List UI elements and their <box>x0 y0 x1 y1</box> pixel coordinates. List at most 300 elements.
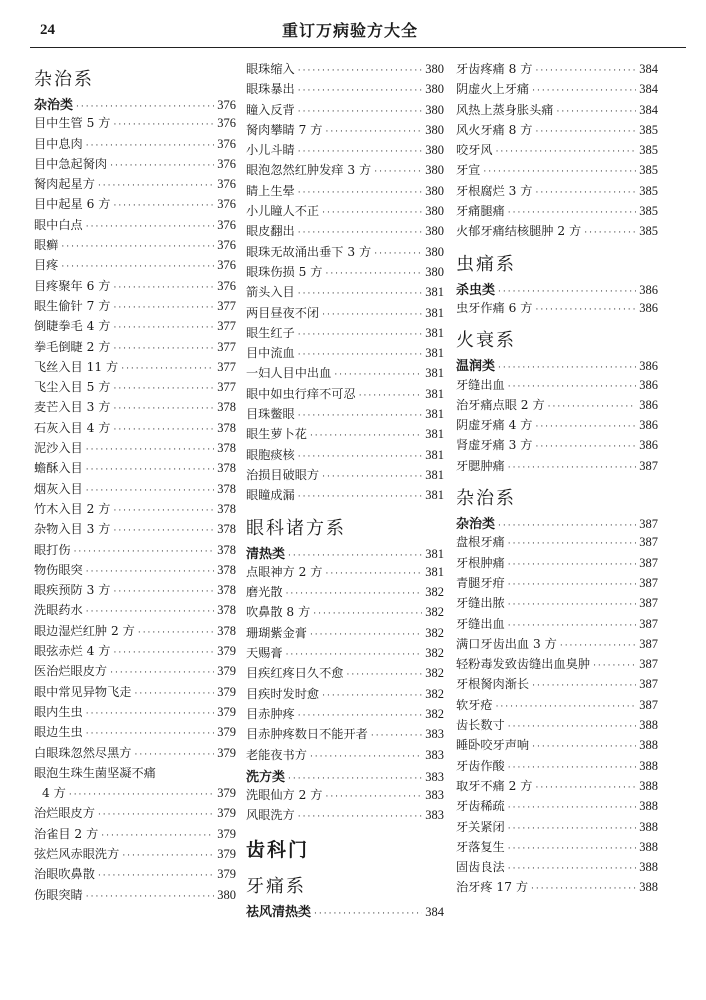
dot-leader <box>76 102 214 112</box>
dot-leader <box>314 909 422 919</box>
entry-title: 治牙疼 17 方 <box>456 880 529 895</box>
page-ref: 380 <box>425 224 444 239</box>
page-ref: 380 <box>425 82 444 97</box>
entry-title: 石灰入目 4 方 <box>34 420 111 435</box>
toc-entry <box>456 716 658 736</box>
dot-leader <box>535 442 636 452</box>
entry-title: 麦芒入目 3 方 <box>34 400 111 415</box>
dot-leader <box>347 670 423 680</box>
dot-leader <box>298 492 423 502</box>
entry-title: 咬牙风 <box>456 143 493 158</box>
section-heading: 眼科诸方系 <box>246 517 346 539</box>
entry-title: 4 方 <box>42 786 66 801</box>
entry-title: 眼皮翻出 <box>246 224 295 239</box>
dot-leader <box>86 486 215 496</box>
dot-leader <box>86 465 215 475</box>
page-ref: 381 <box>425 564 444 579</box>
dot-leader <box>86 141 215 151</box>
entry-title: 软牙疮 <box>456 697 493 712</box>
dot-leader <box>374 167 422 177</box>
dot-leader <box>508 844 637 854</box>
entry-title: 目中生管 5 方 <box>34 116 111 131</box>
entry-title: 眼生萝卜花 <box>246 427 307 442</box>
toc-entry <box>34 865 236 885</box>
entry-title: 虫牙作痛 6 方 <box>456 300 533 315</box>
page-ref: 382 <box>425 585 444 600</box>
dot-leader <box>310 630 422 640</box>
page-ref: 382 <box>425 666 444 681</box>
page-ref: 381 <box>425 488 444 503</box>
dot-leader <box>508 803 637 813</box>
entry-title: 吹鼻散 8 方 <box>246 605 311 620</box>
toc-entry <box>456 80 658 100</box>
dot-leader <box>113 283 214 293</box>
entry-title: 眼珠暴出 <box>246 82 295 97</box>
entry-title: 轻粉毒发致齿缝出血臭肿 <box>456 657 591 672</box>
toc-entry <box>456 594 658 614</box>
dot-leader <box>322 472 422 482</box>
toc-entry <box>456 574 658 594</box>
dot-leader <box>560 641 636 651</box>
dot-leader <box>322 691 422 701</box>
page-ref: 382 <box>425 625 444 640</box>
page-ref: 378 <box>217 461 236 476</box>
toc-entry <box>456 635 658 655</box>
dot-leader <box>113 323 214 333</box>
page-ref: 376 <box>217 197 236 212</box>
entry-title: 小儿斗睛 <box>246 143 295 158</box>
entry-title: 杀虫类 <box>456 282 496 298</box>
toc-entry <box>456 121 658 141</box>
page-ref: 383 <box>425 769 444 784</box>
page-ref: 379 <box>217 867 236 882</box>
toc-entry <box>34 642 236 662</box>
toc-column-left <box>34 60 236 906</box>
entry-title: 泥沙入目 <box>34 441 83 456</box>
page-ref: 380 <box>425 62 444 76</box>
page-ref: 387 <box>639 535 658 550</box>
page-ref: 385 <box>639 143 658 158</box>
toc-entry <box>34 764 236 784</box>
toc-entry <box>246 486 444 506</box>
page-ref: 381 <box>425 305 444 320</box>
entry-title: 目疼聚年 6 方 <box>34 278 111 293</box>
page-ref: 378 <box>217 441 236 456</box>
entry-title: 治牙痛点眼 2 方 <box>456 397 545 412</box>
entry-title: 眼胞痰核 <box>246 447 295 462</box>
page-ref: 379 <box>217 684 236 699</box>
dot-leader <box>288 551 422 561</box>
dot-leader <box>313 609 422 619</box>
section-heading: 牙痛系 <box>246 875 306 897</box>
page-ref: 376 <box>217 217 236 232</box>
dot-leader <box>548 402 637 412</box>
toc-entry <box>246 563 444 583</box>
page-ref: 386 <box>639 418 658 433</box>
toc-entry <box>456 696 658 716</box>
entry-title: 蟾酥入目 <box>34 461 83 476</box>
dot-leader <box>298 452 423 462</box>
dot-leader <box>508 382 637 392</box>
entry-title: 一妇人目中出血 <box>246 366 332 381</box>
entry-title: 胬肉攀睛 7 方 <box>246 122 323 137</box>
page-ref: 382 <box>425 646 444 661</box>
dot-leader <box>113 384 214 394</box>
toc-entry <box>34 662 236 682</box>
page-ref: 387 <box>639 636 658 651</box>
dot-leader <box>483 167 636 177</box>
entry-title: 盘根牙痛 <box>456 535 505 550</box>
section-heading: 杂治系 <box>34 69 94 90</box>
entry-title: 伤眼突睛 <box>34 887 83 902</box>
page-ref: 379 <box>217 644 236 659</box>
page-ref: 379 <box>217 786 236 801</box>
page-ref: 384 <box>639 82 658 97</box>
entry-title: 牙关紧闭 <box>456 819 505 834</box>
toc-entry <box>34 541 236 561</box>
section-heading: 齿科门 <box>246 838 310 861</box>
entry-title: 烟灰入目 <box>34 481 83 496</box>
toc-entry <box>34 845 236 865</box>
entry-title: 眼珠伤损 5 方 <box>246 264 323 279</box>
toc-entry <box>456 60 658 80</box>
toc-entry <box>34 561 236 581</box>
entry-title: 眼疾预防 3 方 <box>34 583 111 598</box>
dot-leader <box>288 774 422 784</box>
toc-entry <box>34 155 236 175</box>
page-ref: 387 <box>639 596 658 611</box>
entry-title: 小儿瞳人不正 <box>246 204 320 219</box>
page-ref: 379 <box>217 725 236 740</box>
entry-title: 眼泡忽然红肿发痒 3 方 <box>246 163 372 178</box>
dot-leader <box>584 228 636 238</box>
dot-leader <box>86 892 215 902</box>
page-ref: 384 <box>425 904 444 919</box>
toc-entry <box>456 101 658 121</box>
entry-title: 牙痛腿痛 <box>456 204 505 219</box>
dot-leader <box>496 147 637 157</box>
entry-title: 瞳入反背 <box>246 102 295 117</box>
dot-leader <box>508 539 637 549</box>
entry-title: 箭头入目 <box>246 285 295 300</box>
page-ref: 381 <box>425 546 444 561</box>
entry-title: 肾虚牙痛 3 方 <box>456 438 533 453</box>
toc-entry <box>456 416 658 436</box>
dot-leader <box>496 702 637 712</box>
entry-title: 竹木入目 2 方 <box>34 501 111 516</box>
entry-title: 洗方类 <box>246 769 286 785</box>
entry-title: 杂治类 <box>456 517 496 533</box>
toc-entry <box>246 304 444 324</box>
dot-leader <box>325 569 422 579</box>
dot-leader <box>535 305 636 315</box>
header-rule <box>30 47 686 48</box>
dot-leader <box>557 107 637 117</box>
section-heading: 火衰系 <box>456 330 516 352</box>
entry-title: 目疾红疼日久不愈 <box>246 666 344 681</box>
page-ref: 386 <box>639 282 658 297</box>
entry-title: 牙根腐烂 3 方 <box>456 183 533 198</box>
toc-entry <box>34 581 236 601</box>
toc-category <box>34 94 236 114</box>
page-ref: 379 <box>217 745 236 760</box>
dot-leader <box>532 742 636 752</box>
page-ref: 376 <box>217 278 236 293</box>
toc-entry <box>246 385 444 405</box>
toc-entry <box>456 878 658 898</box>
toc-category <box>246 543 444 563</box>
entry-title: 眼癣 <box>34 238 59 253</box>
page-ref: 380 <box>425 102 444 117</box>
toc-entry <box>246 806 444 826</box>
dot-leader <box>535 127 636 137</box>
page-ref: 383 <box>425 788 444 803</box>
toc-entry <box>246 182 444 202</box>
entry-title: 睡卧咬牙声响 <box>456 738 530 753</box>
dot-leader <box>86 222 215 232</box>
toc-entry <box>456 161 658 181</box>
dot-leader <box>122 851 214 861</box>
entry-title: 牙缝出血 <box>456 616 505 631</box>
entry-title: 拳毛倒睫 2 方 <box>34 339 111 354</box>
toc-entry <box>456 222 658 242</box>
page-ref: 388 <box>639 860 658 875</box>
dot-leader <box>498 521 636 531</box>
page-ref: 388 <box>639 718 658 733</box>
dot-leader <box>371 731 422 741</box>
entry-title: 物伤眼突 <box>34 562 83 577</box>
dot-leader <box>298 330 423 340</box>
dot-leader <box>298 86 423 96</box>
dot-leader <box>286 650 423 660</box>
dot-leader <box>508 864 637 874</box>
toc-entry <box>34 398 236 418</box>
page-ref: 376 <box>217 258 236 273</box>
page-ref: 378 <box>217 583 236 598</box>
page-ref: 380 <box>425 163 444 178</box>
dot-leader <box>86 607 215 617</box>
toc-entry <box>246 222 444 242</box>
dot-leader <box>374 249 422 259</box>
entry-title: 牙缝出血 <box>456 377 505 392</box>
dot-leader <box>359 391 423 401</box>
page-ref: 377 <box>217 380 236 395</box>
page-ref: 377 <box>217 298 236 313</box>
dot-leader <box>113 587 214 597</box>
dot-leader <box>310 752 422 762</box>
page-ref: 381 <box>425 346 444 361</box>
dot-leader <box>110 161 214 171</box>
entry-title: 祛风清热类 <box>246 904 312 920</box>
page-ref: 381 <box>425 407 444 422</box>
dot-leader <box>135 750 215 760</box>
page-ref: 388 <box>639 778 658 793</box>
dot-leader <box>113 201 214 211</box>
section-heading: 虫痛系 <box>456 253 516 275</box>
page-ref: 384 <box>639 62 658 76</box>
entry-title: 风眼洗方 <box>246 808 295 823</box>
dot-leader <box>113 404 214 414</box>
page-number: 24 <box>40 22 55 38</box>
entry-title: 牙宣 <box>456 163 481 178</box>
page-ref: 378 <box>217 542 236 557</box>
page-ref: 377 <box>217 339 236 354</box>
dot-leader <box>98 181 214 191</box>
entry-title: 眼边生虫 <box>34 725 83 740</box>
entry-title: 目赤肿疼 <box>246 706 295 721</box>
entry-title: 眼泡生珠生菌坚凝不痛 <box>34 765 156 780</box>
dot-leader <box>508 824 637 834</box>
entry-title: 眼中白点 <box>34 217 83 232</box>
entry-title: 眼边湿烂红肿 2 方 <box>34 623 135 638</box>
toc-entry <box>246 644 444 664</box>
toc-entry <box>246 141 444 161</box>
page-ref: 379 <box>217 806 236 821</box>
toc-entry <box>34 317 236 337</box>
page-ref: 379 <box>217 664 236 679</box>
toc-entry <box>246 243 444 263</box>
toc-entry <box>456 376 658 396</box>
page-ref: 381 <box>425 285 444 300</box>
toc-entry <box>34 744 236 764</box>
dot-leader <box>508 600 637 610</box>
toc-entry <box>34 500 236 520</box>
toc-category <box>246 901 444 921</box>
dot-leader <box>508 463 637 473</box>
dot-leader <box>531 884 636 894</box>
entry-title: 目疼 <box>34 258 59 273</box>
toc-entry <box>34 723 236 743</box>
entry-title: 珊瑚紫金膏 <box>246 625 307 640</box>
toc-category <box>246 766 444 786</box>
toc-entry <box>34 175 236 195</box>
dot-leader <box>110 668 214 678</box>
page-ref: 387 <box>639 555 658 570</box>
page-ref: 376 <box>217 116 236 131</box>
page-ref: 378 <box>217 623 236 638</box>
page-ref: 379 <box>217 826 236 841</box>
dot-leader <box>298 289 423 299</box>
dot-leader <box>98 871 214 881</box>
page-ref: 379 <box>217 704 236 719</box>
page-ref: 379 <box>217 846 236 861</box>
toc-entry <box>456 141 658 161</box>
toc-entry <box>246 786 444 806</box>
page-ref: 380 <box>425 122 444 137</box>
page-ref: 381 <box>425 386 444 401</box>
toc-entry <box>34 683 236 703</box>
dot-leader <box>508 580 637 590</box>
toc-entry <box>34 459 236 479</box>
entry-title: 眼中如虫行痒不可忍 <box>246 386 356 401</box>
toc-entry <box>456 554 658 574</box>
page-ref: 378 <box>217 522 236 537</box>
page-ref: 380 <box>425 204 444 219</box>
entry-title: 医治烂眼皮方 <box>34 664 108 679</box>
toc-entry <box>246 161 444 181</box>
toc-entry <box>246 725 444 745</box>
dot-leader <box>532 86 636 96</box>
entry-title: 倒睫拳毛 4 方 <box>34 319 111 334</box>
entry-title: 治烂眼皮方 <box>34 806 95 821</box>
toc-entry <box>34 135 236 155</box>
dot-leader <box>113 425 214 435</box>
dot-leader <box>508 763 637 773</box>
toc-entry <box>246 685 444 705</box>
page-ref: 388 <box>639 738 658 753</box>
entry-title: 齿长数寸 <box>456 718 505 733</box>
dot-leader <box>113 120 214 130</box>
page-ref: 383 <box>425 727 444 742</box>
page-ref: 376 <box>217 238 236 253</box>
toc-entry <box>34 114 236 134</box>
dot-leader <box>113 648 214 658</box>
dot-leader <box>508 621 637 631</box>
entry-title: 风热上蒸身胀头痛 <box>456 102 554 117</box>
page-ref: 388 <box>639 880 658 895</box>
entry-title: 治眼吹鼻散 <box>34 867 95 882</box>
entry-title: 眼生红子 <box>246 325 295 340</box>
entry-title: 目中起星 6 方 <box>34 197 111 212</box>
page-ref: 388 <box>639 819 658 834</box>
toc-entry <box>34 520 236 540</box>
entry-title: 风火牙痛 8 方 <box>456 122 533 137</box>
dot-leader <box>69 790 214 800</box>
entry-title: 目赤肿疼数日不能开者 <box>246 727 368 742</box>
toc-entry <box>246 202 444 222</box>
toc-entry <box>246 101 444 121</box>
toc-entry <box>456 436 658 456</box>
toc-entry <box>456 858 658 878</box>
entry-title: 牙齿疼痛 8 方 <box>456 62 533 76</box>
dot-leader <box>86 729 215 739</box>
toc-entry <box>456 615 658 635</box>
toc-entry <box>246 344 444 364</box>
entry-title: 眼珠无故涌出垂下 3 方 <box>246 244 372 259</box>
page-ref: 381 <box>425 447 444 462</box>
entry-title: 牙落复生 <box>456 839 505 854</box>
page-ref: 383 <box>425 808 444 823</box>
toc-entry <box>34 703 236 723</box>
dot-leader <box>508 208 637 218</box>
toc-entry <box>34 358 236 378</box>
page-ref: 382 <box>425 605 444 620</box>
page-ref: 381 <box>425 467 444 482</box>
entry-title: 目中急起胬肉 <box>34 156 108 171</box>
page-header <box>0 0 706 50</box>
page-ref: 387 <box>639 677 658 692</box>
entry-title: 阴虚火上牙痛 <box>456 82 530 97</box>
toc-entry <box>34 216 236 236</box>
dot-leader <box>86 567 215 577</box>
page-ref: 387 <box>639 657 658 672</box>
page-ref: 384 <box>639 102 658 117</box>
dot-leader <box>113 344 214 354</box>
page-ref: 386 <box>639 300 658 315</box>
entry-title: 弦烂风赤眼洗方 <box>34 846 120 861</box>
dot-leader <box>86 709 215 719</box>
toc-entry <box>246 705 444 725</box>
page-ref: 382 <box>425 706 444 721</box>
toc-entry <box>456 299 658 319</box>
dot-leader <box>325 127 422 137</box>
page-ref: 388 <box>639 799 658 814</box>
toc-entry <box>246 405 444 425</box>
toc-entry <box>456 396 658 416</box>
dot-leader <box>498 287 636 297</box>
dot-leader <box>138 628 214 638</box>
toc-entry <box>456 675 658 695</box>
